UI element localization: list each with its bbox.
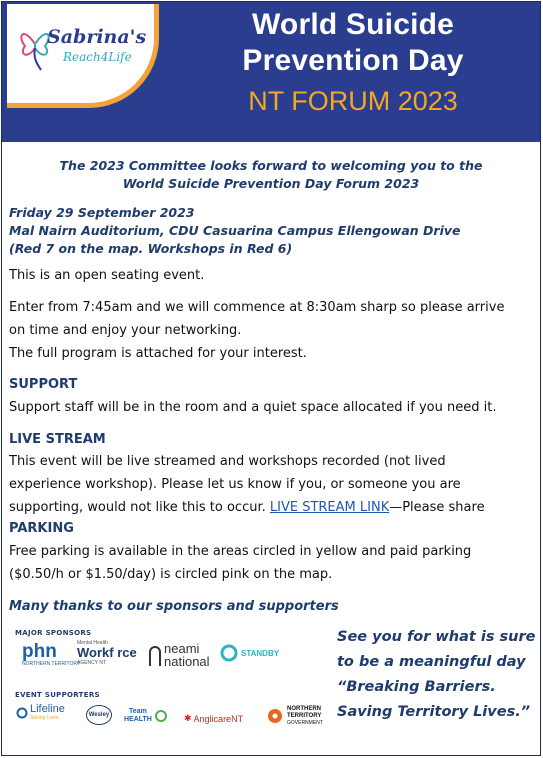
closing-tagline: to be a meaningful day	[337, 654, 526, 670]
major-sponsors-label: MAJOR SPONSORS	[15, 629, 92, 637]
live-stream-text	[9, 500, 485, 515]
neami-logo-text: national	[164, 654, 210, 669]
program-text: The full program is attached for your interest.	[9, 346, 307, 361]
team-health-swirl-icon	[154, 709, 168, 723]
intro-line: World Suicide Prevention Day Forum 2023	[122, 176, 420, 191]
nt-gov-logo-text: TERRITORY	[287, 713, 322, 719]
lifeline-ring-icon	[16, 707, 28, 719]
event-map-note: (Red 7 on the map. Workshops in Red 6)	[9, 241, 293, 256]
workforce-small-text: Mental Health	[77, 640, 108, 646]
support-heading: SUPPORT	[9, 377, 78, 392]
phn-logo-text: phn	[22, 641, 57, 662]
anglicare-nt-logo	[184, 713, 243, 724]
flyer	[1, 1, 541, 756]
workforce-logo-subtext: AGENCY NT	[77, 660, 107, 666]
live-stream-text: experience workshop). Please let us know if you, or someone you are	[9, 477, 461, 492]
banner-title-line1: World Suicide	[251, 8, 455, 41]
standby-circle-icon	[220, 644, 238, 662]
lifeline-logo-subtext: Saving Lives	[30, 715, 59, 721]
wesley-logo-text: Wesley	[88, 712, 110, 718]
live-stream-text: This event will be live streamed and workshops recorded (not lived	[9, 454, 446, 469]
live-stream-text-prefix: supporting, would not like this to occur.	[9, 500, 270, 515]
team-health-logo	[124, 708, 168, 724]
live-stream-link[interactable]: LIVE STREAM LINK	[269, 500, 390, 515]
arrival-text: Enter from 7:45am and we will commence at 8:30am sharp so please arrive	[9, 300, 505, 315]
neami-arch-icon	[148, 644, 162, 666]
parking-text: Free parking is available in the areas circled in yellow and paid parking	[9, 544, 472, 559]
lifeline-logo	[16, 704, 65, 721]
support-text: Support staff will be in the room and a quiet space allocated if you need it.	[9, 400, 497, 415]
event-supporters-label: EVENT SUPPORTERS	[15, 691, 100, 699]
workforce-logo-text: Workf rce	[77, 645, 137, 660]
phn-logo-subtext: NORTHERN TERRITORY	[22, 661, 81, 667]
logo-name: Sabrina's	[47, 26, 147, 48]
neami-national-logo	[148, 642, 210, 668]
parking-text: ($0.50/h or $1.50/day) is circled pink on the map.	[9, 567, 333, 582]
parking-heading: PARKING	[9, 521, 74, 536]
team-health-logo-text: Team	[129, 708, 147, 715]
desert-rose-icon	[266, 707, 284, 725]
anglicare-logo-text: AnglicareNT	[193, 713, 244, 724]
nt-government-logo	[266, 706, 323, 726]
standby-logo-text: STANDBY	[241, 648, 280, 658]
closing-tagline: “Breaking Barriers.	[337, 679, 496, 695]
mental-health-workforce-logo	[77, 640, 137, 666]
anglicare-star-icon: ✱	[184, 713, 192, 723]
standby-logo	[220, 644, 279, 662]
seating-text: This is an open seating event.	[9, 268, 205, 283]
wesley-logo	[86, 705, 112, 725]
event-date: Friday 29 September 2023	[9, 205, 195, 220]
sabrinas-reach4life-logo	[7, 4, 159, 108]
sponsors-thanks: Many thanks to our sponsors and supporters	[9, 599, 339, 614]
banner	[2, 2, 540, 142]
phn-logo	[22, 642, 80, 667]
closing-tagline: Saving Territory Lives.”	[337, 704, 531, 720]
live-stream-text-suffix: —Please share	[389, 500, 485, 515]
nt-gov-logo-text: NORTHERN	[287, 706, 321, 712]
banner-title-line2: Prevention Day	[242, 44, 464, 77]
live-stream-heading: LIVE STREAM	[9, 432, 106, 447]
team-health-logo-text: HEALTH	[124, 716, 152, 723]
nt-gov-logo-text: GOVERNMENT	[287, 720, 323, 726]
event-venue: Mal Nairn Auditorium, CDU Casuarina Campus Ellengowan Drive	[9, 223, 461, 238]
lifeline-logo-text: Lifeline	[30, 703, 65, 715]
neami-logo-text: neami	[164, 641, 200, 656]
banner-subtitle: NT FORUM 2023	[248, 86, 458, 116]
intro-line: The 2023 Committee looks forward to welcoming you to the	[59, 158, 483, 173]
logo-subname: Reach4Life	[63, 50, 132, 64]
closing-tagline: See you for what is sure	[337, 629, 536, 645]
arrival-text: on time and enjoy your networking.	[9, 323, 242, 338]
